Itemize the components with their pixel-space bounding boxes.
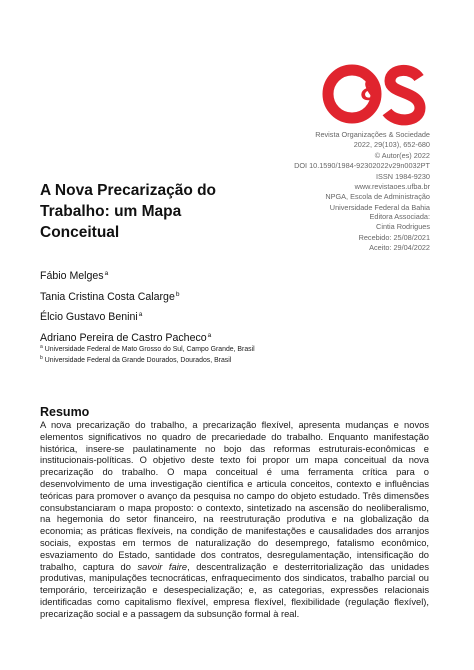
author-name: Élcio Gustavo Benini	[40, 311, 138, 323]
journal-metadata	[294, 130, 430, 213]
author	[40, 286, 211, 307]
meta-line: NPGA, Escola de Administração	[325, 192, 430, 202]
meta-line[interactable]: DOI 10.1590/1984-92302022v29n0032PT	[294, 161, 430, 171]
author-affil-mark: a	[138, 311, 143, 318]
editorial-line: Editora Associada:	[369, 212, 430, 221]
title-line: A Nova Precarização do	[40, 182, 217, 199]
abstract-italic-term: savoir faire	[137, 561, 188, 572]
meta-line: © Autor(es) 2022	[374, 150, 430, 160]
affiliation	[40, 354, 270, 365]
abstract-text: , descentralização e desterritorialização das unidades produtivas, manipulações tecnocráticas, enfraquecimento dos sindicatos, trabalho parcial ou temporário, terceirização e desespecialização; e, as categorias, expressões relacionais identificadas como capitalismo flexível, empresa flexível, flexibilidade (regulação flexível), precarização social e a passagem da subsunção formal à real.	[40, 561, 429, 619]
article-title	[40, 180, 260, 243]
author-list	[40, 265, 211, 347]
journal-logo	[322, 64, 426, 126]
editorial-line: Aceito: 29/04/2022	[369, 243, 430, 253]
abstract-heading: Resumo	[40, 405, 90, 419]
logo-ampersand: &	[360, 74, 382, 107]
title-line: Conceitual	[40, 224, 120, 241]
author	[40, 306, 211, 327]
meta-line: Revista Organizações & Sociedade	[315, 130, 430, 139]
meta-line: Universidade Federal da Bahia	[329, 202, 430, 212]
affiliation-mark: a	[40, 344, 43, 350]
author	[40, 265, 211, 286]
meta-line: 2022, 29(103), 652-680	[353, 140, 430, 150]
logo-letter-s	[387, 70, 420, 119]
author-affil-mark: a	[104, 270, 109, 277]
editorial-info	[359, 212, 430, 254]
affiliation	[40, 343, 270, 354]
meta-line: ISSN 1984-9230	[376, 171, 430, 181]
affiliation-text: Universidade Federal de Mato Grosso do Sul, Campo Grande, Brasil	[44, 346, 255, 353]
author-name: Tania Cristina Costa Calarge	[40, 290, 175, 303]
title-line: Trabalho: um Mapa	[40, 203, 182, 220]
affiliation-mark: b	[40, 355, 43, 362]
affiliation-text: Universidade Federal da Grande Dourados, Dourados, Brasil	[44, 357, 232, 365]
author-affil-mark: b	[175, 290, 180, 298]
abstract-text: A nova precarização do trabalho, a precarização flexível, apresenta mudanças e novos elementos significativos no quadro de precariedade do trabalho. Enquanto manifestação histórica, insere-se paulatinamente no bojo das reformas estruturais-econômicas e institucionais-políticas. O objetivo deste texto foi propor um mapa conceitual da nova precarização do trabalho. O mapa conceitual é uma ferramenta crítica para o desenvolvimento de uma investigação científica e articula conceitos, contexto e influências teóricas para promover o avanço da pesquisa no campo do objeto estudado. Três dimensões consubstanciaram o mapa proposto: o contexto, sintetizado na ascensão do neoliberalismo, na hegemonia do setor financeiro, na reestruturação produtiva e na globalização da economia; as práticas flexíveis, na condição de manifestações e causalidades dos arranjos sociais, expostas em termos de naturalização do desemprego, fatalismo econômico, esvaziamento do Estado, santidade dos contratos, desregulamentação, intensificação do trabalho, captura do	[40, 420, 429, 572]
author-name: Fábio Melges	[40, 270, 104, 282]
affiliations	[40, 343, 270, 365]
editorial-line: Cintia Rodrigues	[376, 222, 430, 232]
author-name: Adriano Pereira de Castro Pacheco	[40, 331, 207, 344]
editorial-line: Recebido: 25/08/2021	[358, 232, 430, 242]
abstract-body	[40, 420, 429, 621]
meta-line[interactable]: www.revistaoes.ufba.br	[354, 182, 430, 192]
author-affil-mark: a	[207, 331, 212, 339]
